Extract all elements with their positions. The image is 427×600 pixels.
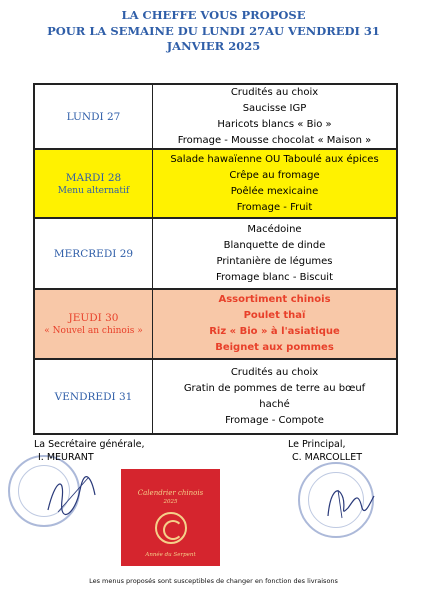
- handwritten-signature-left: [40, 470, 100, 520]
- dish-item: Salade hawaïenne OU Taboulé aux épices: [170, 153, 379, 165]
- day-subtitle: « Nouvel an chinois »: [44, 326, 143, 336]
- day-subtitle: Menu alternatif: [57, 185, 130, 196]
- menu-row-tuesday: [35, 150, 396, 219]
- dish-item: Fromage - Compote: [225, 414, 324, 426]
- dish-item: Beignet aux pommes: [215, 342, 334, 353]
- dish-item: Macédoine: [247, 223, 302, 235]
- signatory-name: I. MEURANT: [38, 452, 94, 463]
- day-name: JEUDI 30: [68, 312, 119, 324]
- menu-row-monday: [35, 85, 396, 150]
- day-name: MARDI 28: [65, 171, 122, 184]
- menu-row-wednesday: [35, 219, 396, 290]
- dish-cell: [153, 150, 396, 217]
- signature-block-left: [34, 438, 145, 464]
- menu-row-friday: [35, 360, 396, 433]
- day-cell: [35, 85, 153, 148]
- signatory-name: C. MARCOLLET: [292, 452, 362, 463]
- calendar-title: Calendrier chinois: [137, 489, 204, 497]
- calendar-subtitle: Année du Serpent: [145, 552, 196, 558]
- chinese-new-year-image: [121, 469, 220, 566]
- dish-item: Poulet thaï: [243, 310, 306, 321]
- day-cell: [35, 360, 153, 433]
- menu-table: [33, 83, 398, 435]
- dish-item: Fromage - Fruit: [236, 201, 313, 213]
- menu-row-thursday: [35, 290, 396, 360]
- dish-item: Gratin de pommes de terre au bœuf: [183, 382, 366, 394]
- dish-item: Haricots blancs « Bio »: [217, 118, 332, 130]
- signatory-title: Le Principal,: [288, 439, 346, 450]
- day-name: LUNDI 27: [66, 110, 121, 123]
- dish-cell: [153, 290, 396, 358]
- day-name: MERCREDI 29: [53, 247, 134, 260]
- dish-cell: [153, 219, 396, 288]
- dish-item: Crudités au choix: [230, 366, 319, 378]
- dish-item: haché: [259, 398, 290, 410]
- dish-cell: [153, 85, 396, 148]
- day-cell: [35, 219, 153, 288]
- day-cell: [35, 290, 153, 358]
- snake-emblem-icon: [155, 512, 187, 544]
- footer-note: Les menus proposés sont susceptibles de changer en fonction des livraisons: [89, 577, 338, 585]
- day-name: VENDREDI 31: [54, 390, 133, 403]
- calendar-year: 2025: [163, 499, 178, 505]
- dish-cell: [153, 360, 396, 433]
- dish-item: Fromage blanc - Biscuit: [215, 271, 334, 283]
- menu-header: [0, 8, 427, 55]
- header-line-3: JANVIER 2025: [166, 39, 261, 53]
- dish-item: Saucisse IGP: [242, 102, 307, 114]
- dish-item: Blanquette de dinde: [223, 239, 326, 251]
- handwritten-signature-right: [318, 478, 378, 523]
- dish-item: Printanière de légumes: [216, 255, 333, 267]
- dish-item: Assortiment chinois: [218, 294, 331, 305]
- dish-item: Riz « Bio » à l'asiatique: [209, 326, 340, 337]
- dish-item: Fromage - Mousse chocolat « Maison »: [177, 134, 372, 146]
- dish-item: Crêpe au fromage: [229, 169, 320, 181]
- header-line-1: LA CHEFFE VOUS PROPOSE: [121, 8, 306, 22]
- signature-block-right: [288, 438, 362, 464]
- dish-item: Poêlée mexicaine: [230, 185, 319, 197]
- signatory-title: La Secrétaire générale,: [34, 439, 145, 450]
- dish-item: Crudités au choix: [230, 86, 319, 98]
- day-cell: [35, 150, 153, 217]
- header-line-2: POUR LA SEMAINE DU LUNDI 27AU VENDREDI 31: [47, 23, 380, 38]
